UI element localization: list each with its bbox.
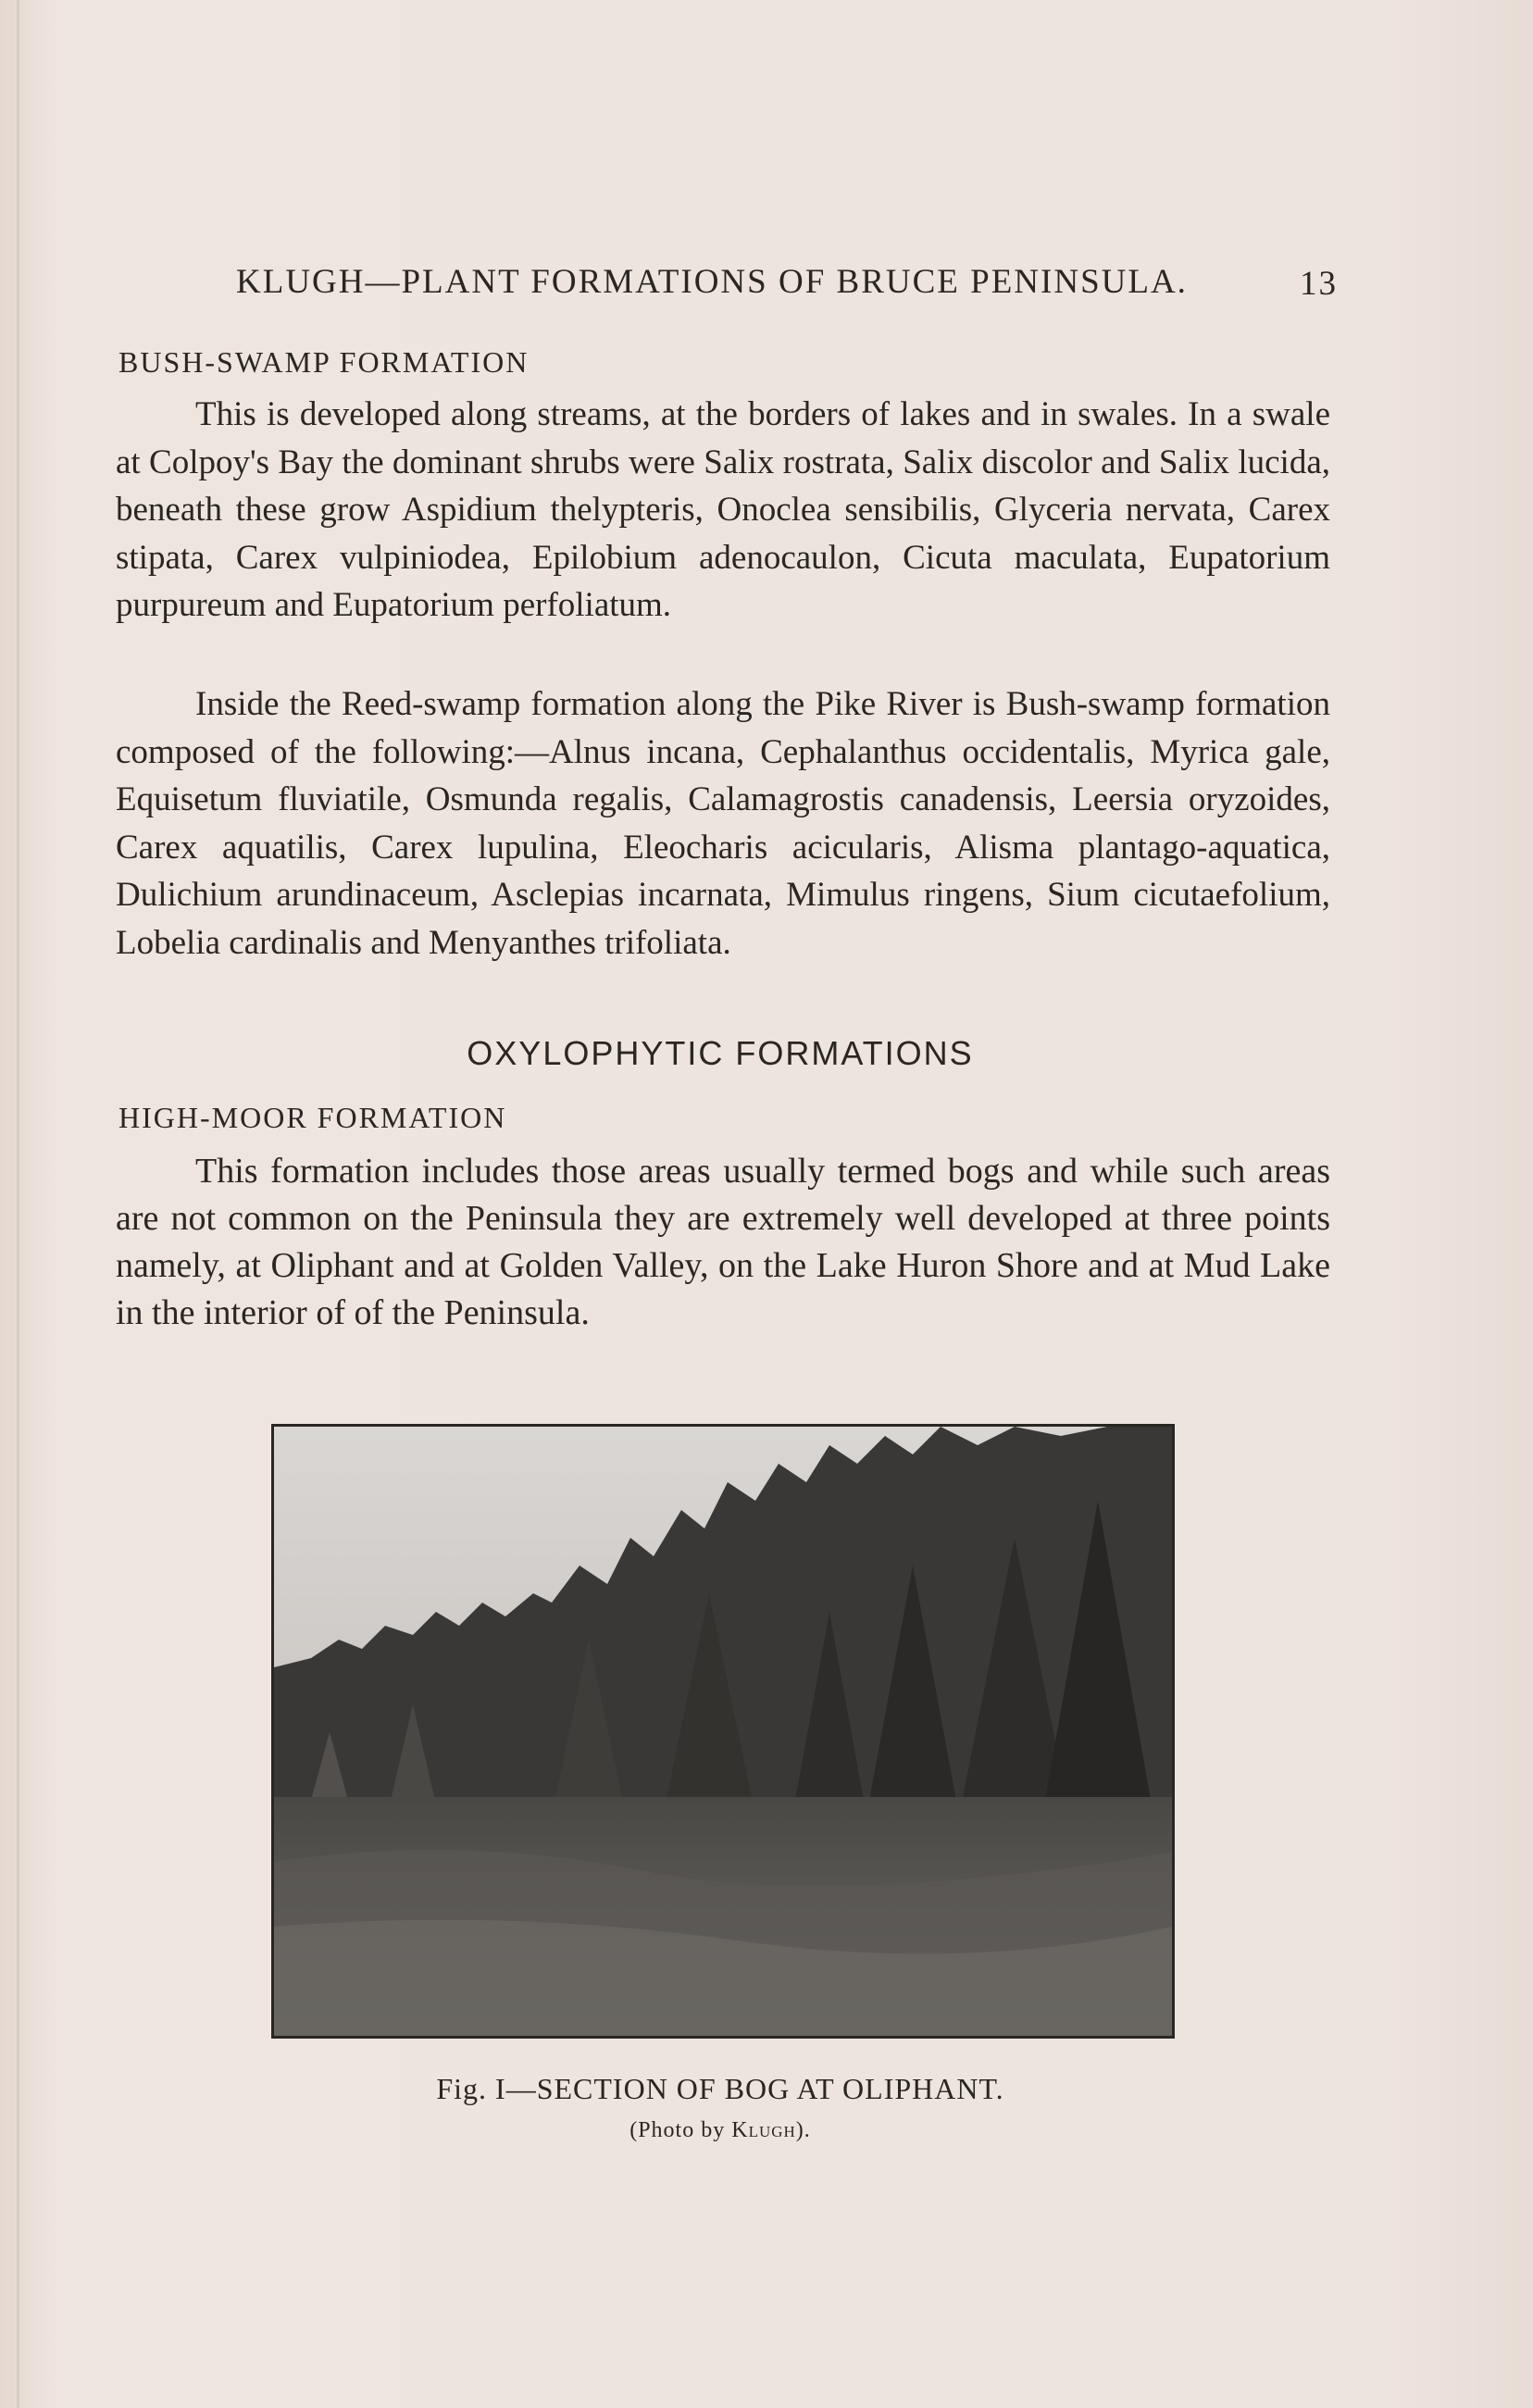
- paragraph-text: This formation includes those areas usually termed bogs and while such areas are not common on the Peninsula they are extremely well developed at three points namely, at Oliphant and at Golden Valley, on the Lake Huron Shore and at Mud Lake in the interior of of the Peninsula.: [116, 1152, 1330, 1332]
- figure-caption: Fig. I—SECTION OF BOG AT OLIPHANT.: [436, 2072, 1004, 2105]
- page-number: 13: [1300, 265, 1338, 303]
- credit-prefix: (Photo by: [629, 2118, 732, 2142]
- bog-photo-illustration: [274, 1427, 1172, 2036]
- page-gutter: [17, 0, 19, 2408]
- paragraph-bush-swamp-1: [116, 391, 1330, 630]
- major-heading-oxylophytic: OXYLOPHYTIC FORMATIONS: [467, 1034, 974, 1072]
- figure-credit: [0, 2118, 1440, 2143]
- section-heading-bush-swamp: BUSH-SWAMP FORMATION: [118, 345, 530, 379]
- running-title: KLUGH—PLANT FORMATIONS OF BRUCE PENINSULA.: [236, 263, 1188, 301]
- running-head: [236, 262, 1338, 308]
- paragraph-text: This is developed along streams, at the borders of lakes and in swales. In a swale at Colpoy's Bay the dominant shrubs were Salix rostrata, Salix discolor and Salix lucida, beneath these grow Aspidium thelypteris, Onoclea sensibilis, Glyceria nervata, Carex stipata, Carex vulpiniodea, Epilobium adenocaulon, Cicuta maculata, Eupatorium purpureum and Eupatorium perfoliatum.: [116, 395, 1330, 624]
- paragraph-text: Inside the Reed-swamp formation along the Pike River is Bush-swamp formation composed of the following:—Alnus incana, Cephalanthus occidentalis, Myrica gale, Equisetum fluviatile, Osmunda regalis, Calamagrostis canadensis, Leersia oryzoides, Carex aquatilis, Carex lupulina, Eleocharis acicularis, Alisma plantago-aquatica, Dulichium arundinaceum, Asclepias incarnata, Mimulus ringens, Sium cicutaefolium, Lobelia cardinalis and Menyanthes trifoliata.: [116, 685, 1330, 962]
- figure-photo-bog: [271, 1424, 1175, 2039]
- paragraph-high-moor: [116, 1148, 1330, 1337]
- credit-suffix: ).: [795, 2118, 811, 2142]
- credit-name: Klugh: [731, 2118, 796, 2142]
- section-heading-high-moor: HIGH-MOOR FORMATION: [118, 1101, 507, 1134]
- paragraph-bush-swamp-2: [116, 680, 1330, 967]
